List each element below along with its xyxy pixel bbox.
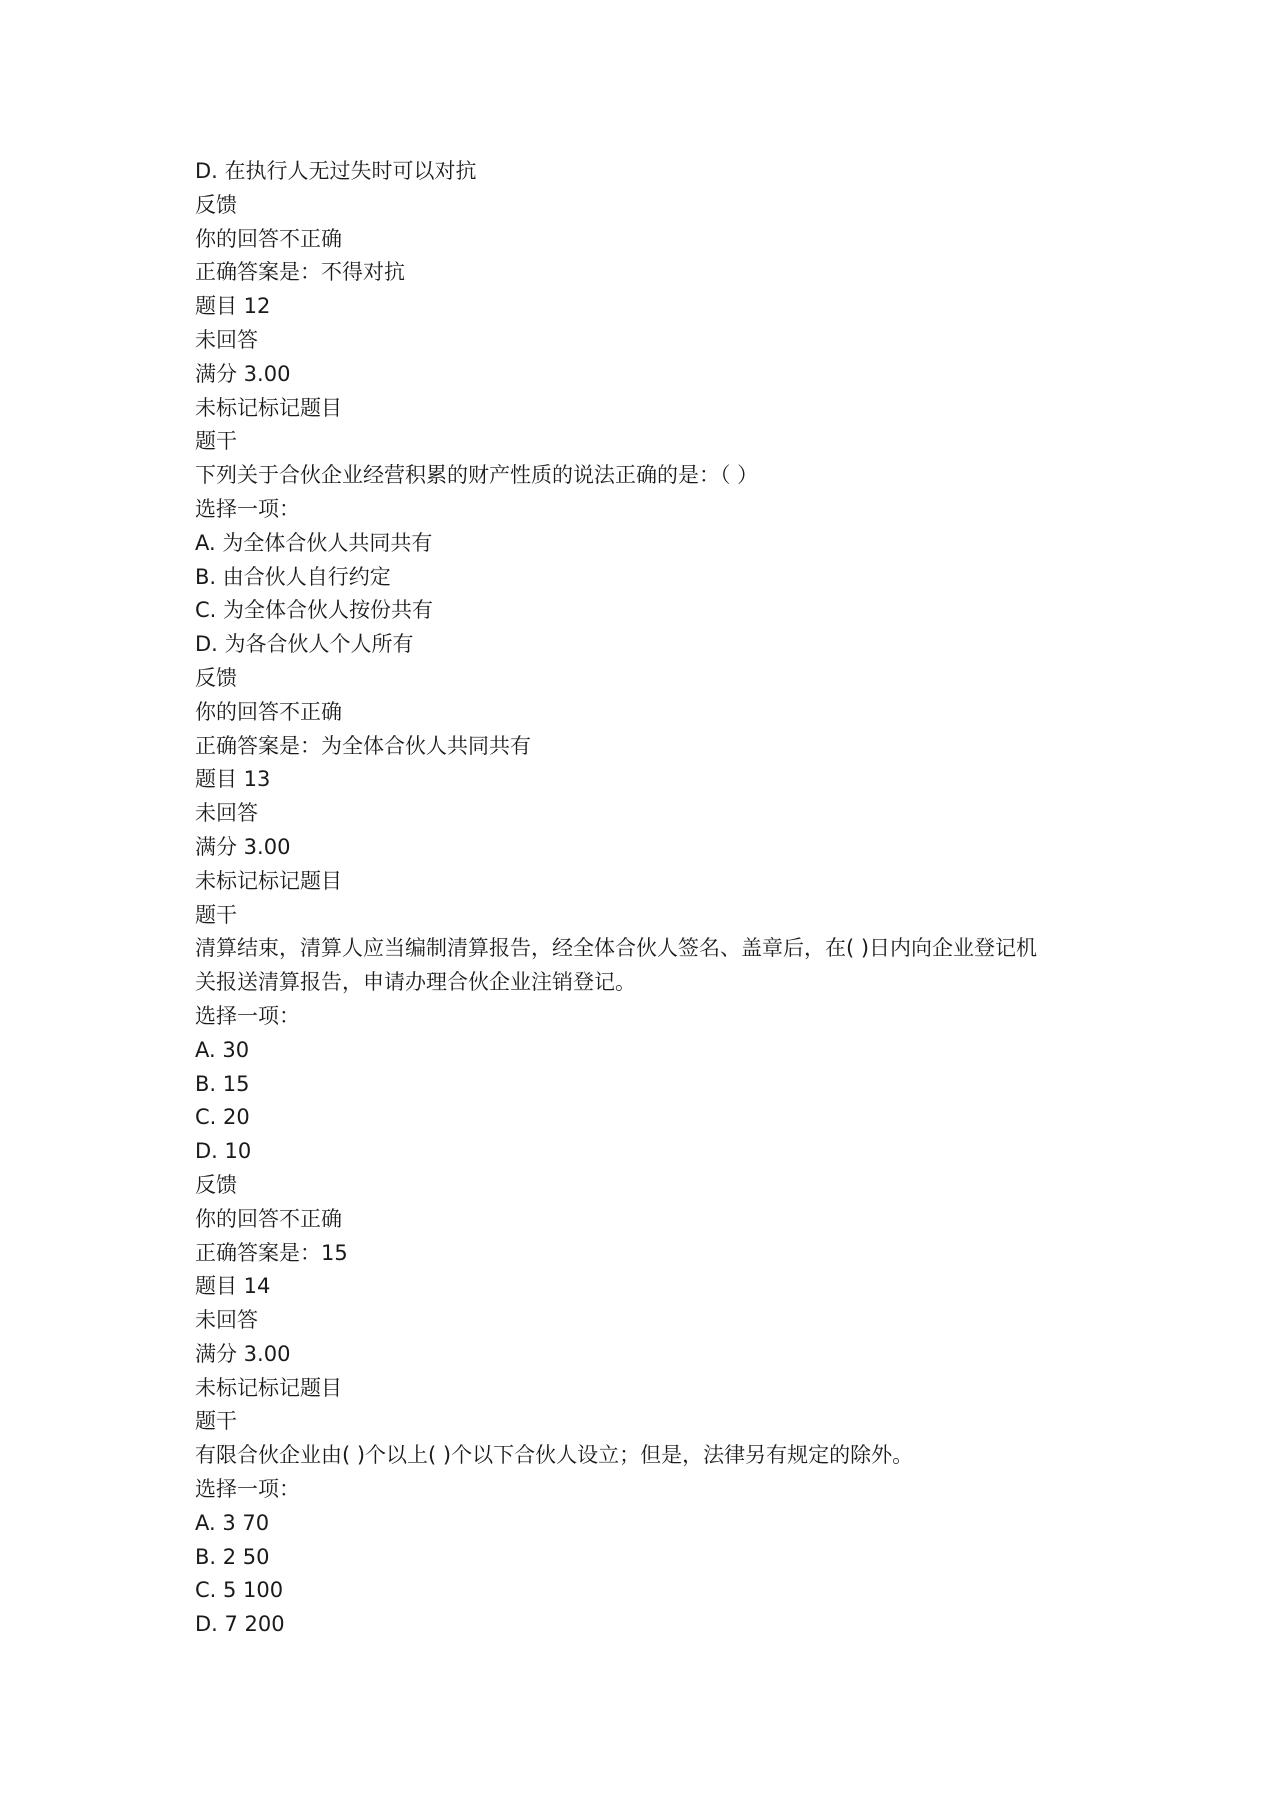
question-status: 未回答 (195, 801, 258, 826)
flag-question-link[interactable]: 未标记标记题目 (195, 868, 342, 893)
option-b[interactable]: B. 2 50 (195, 1544, 270, 1569)
question-stem: 下列关于合伙企业经营积累的财产性质的说法正确的是：（ ） (195, 463, 759, 488)
correct-answer: 正确答案是：为全体合伙人共同共有 (195, 733, 531, 758)
question-stem-line-1: 清算结束，清算人应当编制清算报告，经全体合伙人签名、盖章后，在( )日内向企业登记机 (195, 936, 1038, 961)
choose-one-prompt: 选择一项： (195, 1477, 300, 1502)
stem-label: 题干 (195, 902, 237, 927)
question-stem-line-2: 关报送清算报告，申请办理合伙企业注销登记。 (195, 970, 636, 995)
correct-answer: 正确答案是：15 (195, 1240, 348, 1265)
option-d[interactable]: D. 为各合伙人个人所有 (195, 632, 414, 657)
choose-one-prompt: 选择一项： (195, 496, 300, 521)
document-page (195, 155, 1095, 1642)
question-number: 题目 14 (195, 1274, 271, 1299)
options-list (195, 1034, 1095, 1169)
options-list (195, 527, 1095, 662)
feedback-label: 反馈 (195, 665, 237, 690)
correct-answer: 正确答案是：不得对抗 (195, 260, 405, 285)
answer-result: 你的回答不正确 (195, 699, 342, 724)
flag-question-link[interactable]: 未标记标记题目 (195, 1375, 342, 1400)
answer-result: 你的回答不正确 (195, 226, 342, 251)
stem-label: 题干 (195, 429, 237, 454)
question-score: 满分 3.00 (195, 361, 291, 386)
option-d[interactable]: D. 10 (195, 1139, 252, 1164)
option-a[interactable]: A. 3 70 (195, 1510, 270, 1535)
question-number: 题目 13 (195, 767, 271, 792)
options-list (195, 1507, 1095, 1642)
question-13 (195, 763, 1095, 1270)
option-d: D. 在执行人无过失时可以对抗 (195, 159, 477, 183)
question-score: 满分 3.00 (195, 834, 291, 859)
question-number: 题目 12 (195, 294, 271, 319)
question-12 (195, 290, 1095, 763)
question-stem: 有限合伙企业由( )个以上( )个以下合伙人设立；但是，法律另有规定的除外。 (195, 1443, 914, 1468)
feedback-label: 反馈 (195, 192, 237, 217)
option-b[interactable]: B. 15 (195, 1071, 250, 1096)
question-score: 满分 3.00 (195, 1341, 291, 1366)
option-c[interactable]: C. 为全体合伙人按份共有 (195, 598, 434, 623)
option-c[interactable]: C. 20 (195, 1105, 250, 1130)
answer-result: 你的回答不正确 (195, 1206, 342, 1231)
option-a[interactable]: A. 30 (195, 1037, 250, 1062)
feedback-label: 反馈 (195, 1172, 237, 1197)
choose-one-prompt: 选择一项： (195, 1003, 300, 1028)
option-b[interactable]: B. 由合伙人自行约定 (195, 564, 391, 589)
option-c[interactable]: C. 5 100 (195, 1578, 284, 1603)
stem-label: 题干 (195, 1409, 237, 1434)
question-status: 未回答 (195, 327, 258, 352)
previous-question-tail (195, 155, 1095, 290)
question-status: 未回答 (195, 1308, 258, 1333)
option-a[interactable]: A. 为全体合伙人共同共有 (195, 530, 433, 555)
option-d[interactable]: D. 7 200 (195, 1612, 285, 1637)
question-14 (195, 1270, 1095, 1642)
flag-question-link[interactable]: 未标记标记题目 (195, 395, 342, 420)
